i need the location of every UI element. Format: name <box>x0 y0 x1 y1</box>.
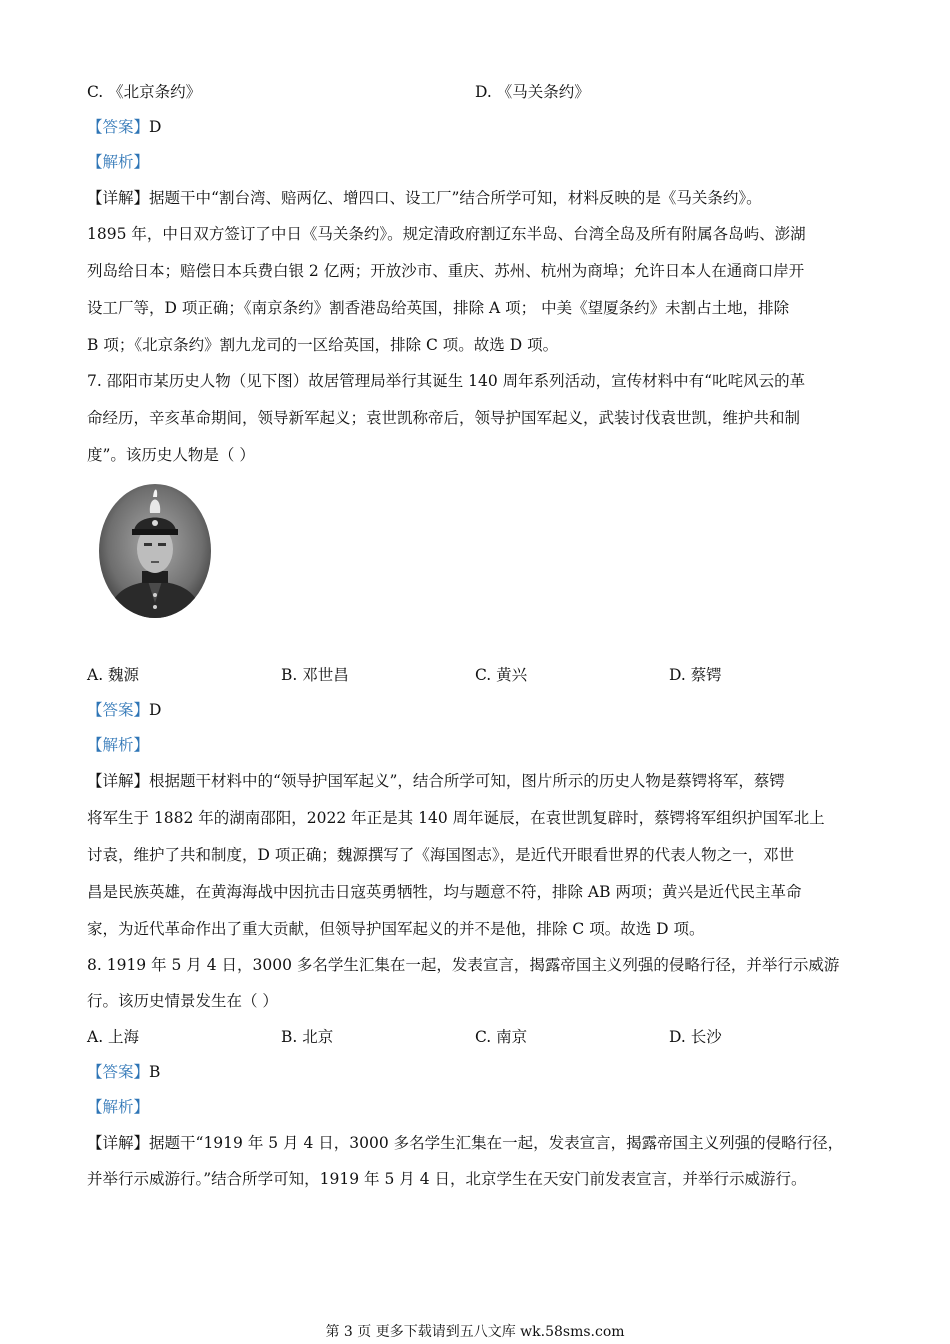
q6-answer <box>87 115 867 139</box>
q7-stem-line: 度”。该历史人物是（ ） <box>87 446 255 464</box>
page-footer: 第 3 页 更多下载请到五八文库 wk.58sms.com <box>325 1324 625 1340</box>
answer-tag: 【答案】 <box>87 118 150 136</box>
detail-text: 据题干“1919 年 5 月 4 日，3000 多名学生汇集在一起，发表宣言，揭露帝国主义列强的侵略行径， <box>149 1134 844 1152</box>
q7-detail-line: 昌是民族英雄，在黄海海战中因抗击日寇英勇牺牲，均与题意不符，排除 AB 两项；黄兴是近代民主革命 <box>87 883 802 901</box>
q7-detail-line: 家，为近代革命作出了重大贡献，但领导护国军起义的并不是他，排除 C 项。故选 D 项。 <box>87 920 705 938</box>
q6-option-d: D. 《马关条约》 <box>475 83 590 101</box>
q6-option-c: C. 《北京条约》 <box>87 83 202 101</box>
detail-tag: 【详解】 <box>87 189 150 207</box>
q6-detail-line: 1895 年，中日双方签订了中日《马关条约》。规定清政府割辽东半岛、台湾全岛及所有附属各岛屿、澎湖 <box>87 225 806 243</box>
q7-detail-line: 将军生于 1882 年的湖南邵阳，2022 年正是其 140 周年诞辰，在袁世凯复辟时，蔡锷将军组织护国军北上 <box>87 809 825 827</box>
portrait-photo <box>98 483 212 619</box>
answer-value: B <box>149 1063 161 1081</box>
q8-option-c: C. 南京 <box>475 1028 528 1046</box>
q7-stem-line: 7. 邵阳市某历史人物（见下图）故居管理局举行其诞生 140 周年系列活动，宣传材料中有“叱咤风云的革 <box>87 372 806 390</box>
q6-detail-line: 设工厂等，D 项正确；《南京条约》割香港岛给英国，排除 A 项； 中美《望厦条约》未割占土地，排除 <box>87 299 790 317</box>
q8-analysis-tag: 【解析】 <box>87 1098 150 1116</box>
q7-analysis-tag: 【解析】 <box>87 736 150 754</box>
answer-value: D <box>149 701 162 719</box>
q8-answer <box>87 1060 867 1084</box>
q7-option-b: B. 邓世昌 <box>281 666 349 684</box>
q7-detail-line: 讨袁，维护了共和制度，D 项正确；魏源撰写了《海国图志》，是近代开眼看世界的代表人物之一，邓世 <box>87 846 795 864</box>
q7-option-a: A. 魏源 <box>87 666 140 684</box>
q7-option-d: D. 蔡锷 <box>669 666 722 684</box>
q8-option-a: A. 上海 <box>87 1028 140 1046</box>
q7-option-c: C. 黄兴 <box>475 666 528 684</box>
detail-tag: 【详解】 <box>87 1134 150 1152</box>
q7-stem-line: 命经历，辛亥革命期间，领导新军起义；袁世凯称帝后，领导护国军起义，武装讨伐袁世凯，维护共和制 <box>87 409 801 427</box>
q8-detail-line: 并举行示威游行。”结合所学可知，1919 年 5 月 4 日，北京学生在天安门前发表宣言，并举行示威游行。 <box>87 1170 807 1188</box>
q8-option-b: B. 北京 <box>281 1028 334 1046</box>
q6-detail-line: 列岛给日本；赔偿日本兵费白银 2 亿两；开放沙市、重庆、苏州、杭州为商埠；允许日本人在通商口岸开 <box>87 262 805 280</box>
q7-answer <box>87 698 867 722</box>
answer-tag: 【答案】 <box>87 701 150 719</box>
q8-option-d: D. 长沙 <box>669 1028 722 1046</box>
detail-text: 据题干中“割台湾、赔两亿、增四口、设工厂”结合所学可知，材料反映的是《马关条约》。 <box>149 189 762 207</box>
detail-text: 根据题干材料中的“领导护国军起义”，结合所学可知，图片所示的历史人物是蔡锷将军，蔡锷 <box>149 772 785 790</box>
q6-detail-line: B 项；《北京条约》割九龙司的一区给英国，排除 C 项。故选 D 项。 <box>87 336 559 354</box>
q8-detail-line <box>87 1131 867 1155</box>
answer-tag: 【答案】 <box>87 1063 150 1081</box>
answer-value: D <box>149 118 162 136</box>
detail-tag: 【详解】 <box>87 772 150 790</box>
q6-analysis-tag: 【解析】 <box>87 153 150 171</box>
q8-stem-line: 行。该历史情景发生在（ ） <box>87 992 278 1010</box>
q6-detail-line <box>87 186 867 210</box>
q8-stem-line: 8. 1919 年 5 月 4 日，3000 多名学生汇集在一起，发表宣言，揭露帝国主义列强的侵略行径，并举行示威游 <box>87 956 840 974</box>
q7-detail-line <box>87 769 867 793</box>
